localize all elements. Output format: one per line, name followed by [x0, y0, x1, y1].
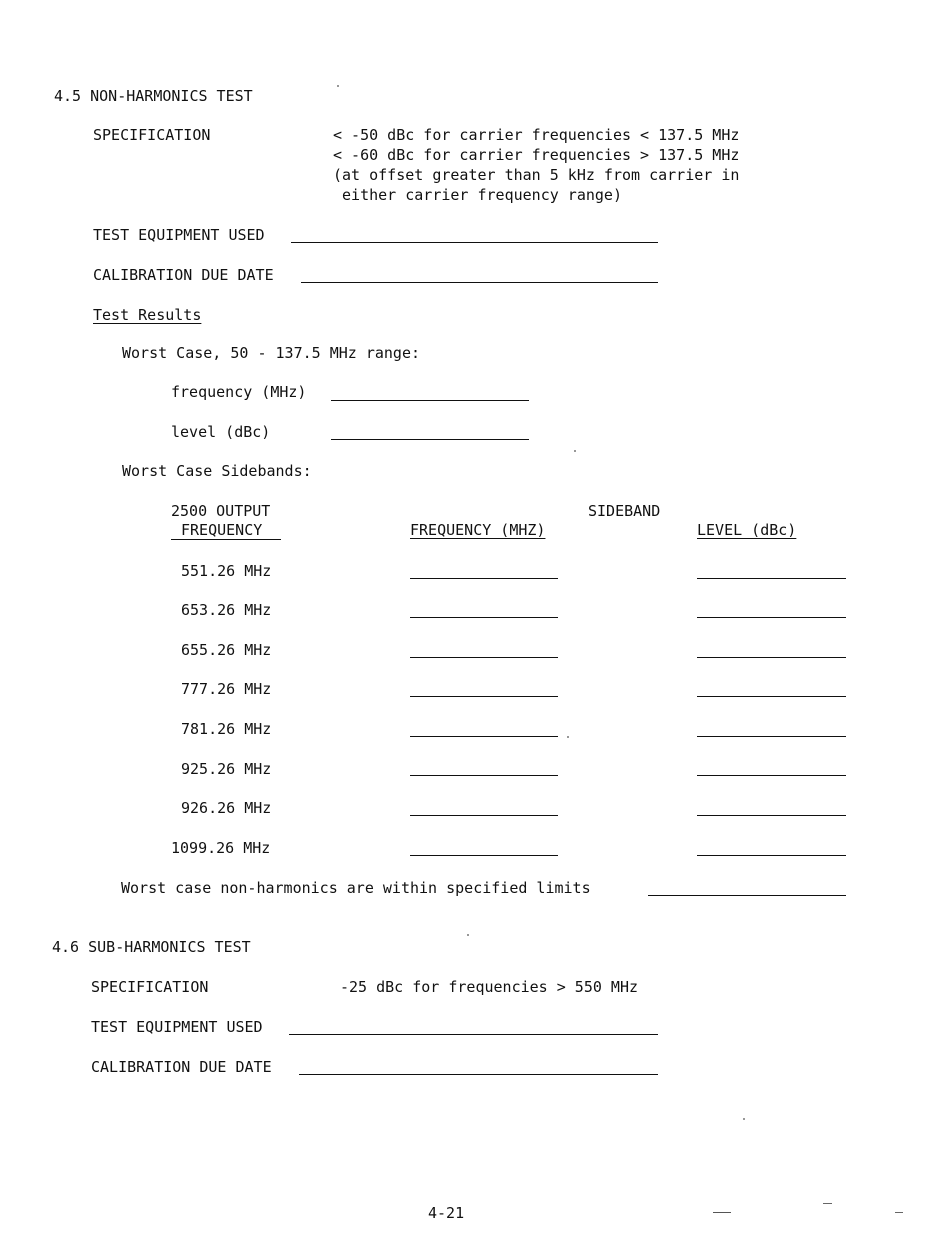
calibration-due-date-blank[interactable]	[301, 282, 658, 283]
sideband-frequency-blank[interactable]	[410, 775, 558, 776]
test-equipment-label: TEST EQUIPMENT USED	[93, 226, 265, 244]
sideband-level-blank[interactable]	[697, 736, 846, 737]
col-output-header-underline	[171, 539, 281, 540]
spec-text: -25 dBc for frequencies > 550 MHz	[340, 978, 639, 996]
table-row-freq: 777.26 MHz	[181, 680, 272, 698]
worst-case-range-label: Worst Case, 50 - 137.5 MHz range:	[122, 344, 421, 362]
sideband-frequency-blank[interactable]	[410, 736, 558, 737]
table-row-freq: 926.26 MHz	[181, 799, 272, 817]
sideband-frequency-blank[interactable]	[410, 578, 558, 579]
calibration-due-date-blank[interactable]	[299, 1074, 658, 1075]
level-blank[interactable]	[331, 439, 529, 440]
calibration-due-date-label: CALIBRATION DUE DATE	[91, 1058, 272, 1076]
table-row-freq: 653.26 MHz	[181, 601, 272, 619]
scan-speck	[567, 736, 569, 738]
sideband-level-blank[interactable]	[697, 578, 846, 579]
sideband-frequency-blank[interactable]	[410, 696, 558, 697]
spec-label: SPECIFICATION	[91, 978, 209, 996]
test-equipment-blank[interactable]	[289, 1034, 658, 1035]
test-results-heading: Test Results	[93, 306, 202, 324]
spec-label: SPECIFICATION	[93, 126, 211, 144]
table-row-freq: 925.26 MHz	[181, 760, 272, 778]
within-limits-blank[interactable]	[648, 895, 846, 896]
section-46-heading: 4.6 SUB-HARMONICS TEST	[52, 938, 251, 956]
worst-case-sidebands-heading: Worst Case Sidebands:	[122, 462, 312, 480]
page-number: 4-21	[428, 1204, 465, 1222]
spec-line-4: either carrier frequency range)	[333, 186, 622, 204]
table-row-freq: 781.26 MHz	[181, 720, 272, 738]
col-output-header-line2: FREQUENCY	[181, 521, 263, 539]
test-equipment-label: TEST EQUIPMENT USED	[91, 1018, 263, 1036]
spec-line-3: (at offset greater than 5 kHz from carrier in	[333, 166, 740, 184]
sideband-level-blank[interactable]	[697, 657, 846, 658]
sideband-frequency-blank[interactable]	[410, 855, 558, 856]
sideband-frequency-blank[interactable]	[410, 657, 558, 658]
scan-speck	[743, 1118, 745, 1120]
spec-line-1: < -50 dBc for carrier frequencies < 137.5 MHz	[333, 126, 740, 144]
sideband-frequency-blank[interactable]	[410, 617, 558, 618]
sideband-header: SIDEBAND	[588, 502, 661, 520]
table-row-freq: 655.26 MHz	[181, 641, 272, 659]
scan-speck	[713, 1212, 731, 1213]
sideband-frequency-blank[interactable]	[410, 815, 558, 816]
section-45-heading: 4.5 NON-HARMONICS TEST	[54, 87, 253, 105]
sideband-level-blank[interactable]	[697, 815, 846, 816]
scan-speck	[467, 934, 469, 936]
frequency-label: frequency (MHz)	[171, 383, 307, 401]
sideband-level-blank[interactable]	[697, 775, 846, 776]
frequency-blank[interactable]	[331, 400, 529, 401]
level-label: level (dBc)	[171, 423, 271, 441]
sideband-level-blank[interactable]	[697, 696, 846, 697]
spec-line-2: < -60 dBc for carrier frequencies > 137.5 MHz	[333, 146, 740, 164]
col-output-header-line1: 2500 OUTPUT	[171, 502, 271, 520]
calibration-due-date-label: CALIBRATION DUE DATE	[93, 266, 274, 284]
table-row-freq: 551.26 MHz	[181, 562, 272, 580]
scan-speck	[895, 1212, 903, 1213]
sideband-level-blank[interactable]	[697, 617, 846, 618]
within-limits-label: Worst case non-harmonics are within specified limits	[121, 879, 591, 897]
col-frequency-header: FREQUENCY (MHZ)	[410, 521, 546, 539]
col-level-header: LEVEL (dBc)	[697, 521, 797, 539]
scan-speck	[574, 450, 576, 452]
test-equipment-blank[interactable]	[291, 242, 658, 243]
table-row-freq: 1099.26 MHz	[171, 839, 271, 857]
sideband-level-blank[interactable]	[697, 855, 846, 856]
scan-speck	[823, 1203, 832, 1204]
scan-speck	[337, 85, 339, 87]
